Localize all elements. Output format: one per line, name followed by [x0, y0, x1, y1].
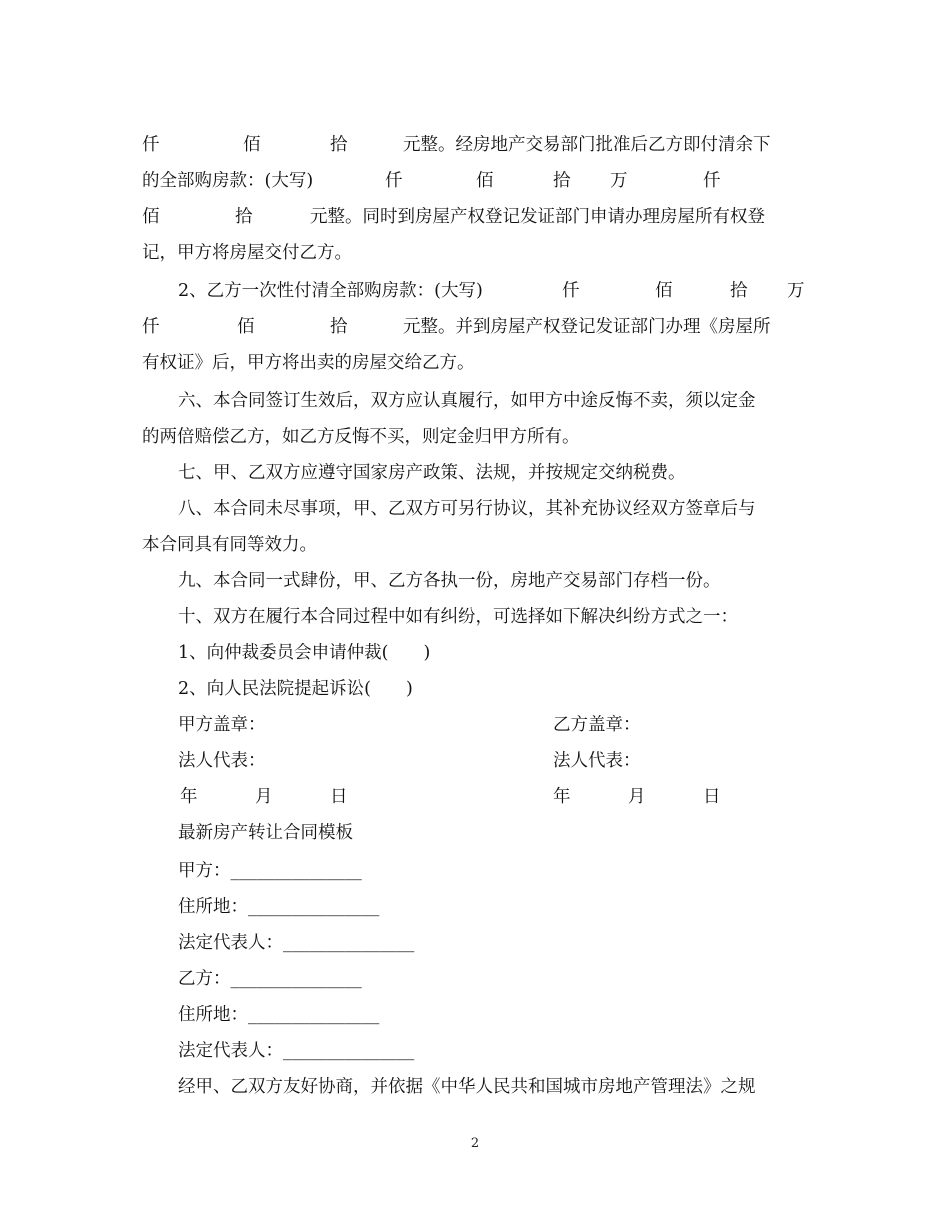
- text-segment: 万: [787, 281, 805, 301]
- party-a-representative-label: 法人代表：: [178, 751, 266, 771]
- text-segment: 元整。同时到房屋产权登记发证部门申请办理房屋所有权登: [310, 207, 765, 227]
- month-label: 月: [628, 787, 646, 807]
- text-line: [142, 242, 352, 264]
- day-label: 日: [330, 787, 348, 807]
- text-segment: 拾: [330, 317, 348, 337]
- text-segment: 仟: [142, 317, 160, 337]
- form-field-line: [178, 860, 362, 882]
- text-segment: 经甲、乙双方友好协商，并依据《中华人民共和国城市房地产管理法》之规: [178, 1077, 756, 1097]
- text-line: [178, 606, 738, 628]
- form-field-line: [178, 968, 362, 990]
- signature-row: [0, 750, 950, 772]
- party-b-legal-rep-field: 法定代表人：_______________: [178, 1041, 415, 1061]
- party-b-representative-label: 法人代表：: [553, 751, 641, 771]
- text-segment: 拾: [235, 207, 253, 227]
- year-label: 年: [553, 787, 571, 807]
- text-segment: 万: [610, 171, 628, 191]
- form-field-line: [178, 1004, 379, 1026]
- text-segment: 仟: [385, 171, 403, 191]
- text-segment: 七、甲、乙双方应遵守国家房产政策、法规，并按规定交纳税费。: [178, 463, 686, 483]
- text-line: [178, 390, 756, 412]
- text-segment: 最新房产转让合同模板: [178, 823, 353, 843]
- text-segment: 仟: [142, 135, 160, 155]
- text-segment: 的全部购房款：(大写): [142, 171, 314, 191]
- day-label: 日: [703, 787, 721, 807]
- party-b-address-field: 住所地：_______________: [178, 1005, 380, 1025]
- text-line: [142, 352, 475, 374]
- text-segment: 仟: [703, 171, 721, 191]
- text-line: [178, 642, 430, 664]
- text-line: [0, 134, 950, 156]
- text-segment: 拾: [330, 135, 348, 155]
- month-label: 月: [255, 787, 273, 807]
- text-segment: 元整。并到房屋产权登记发证部门办理《房屋所: [403, 317, 771, 337]
- text-line: [178, 678, 413, 700]
- form-field-line: [178, 1040, 414, 1062]
- text-segment: 佰: [142, 207, 160, 227]
- text-line: [142, 426, 580, 448]
- text-segment: 六、本合同签订生效后，双方应认真履行，如甲方中途反悔不卖，须以定金: [178, 391, 756, 411]
- signature-row: [0, 714, 950, 736]
- form-field-line: [178, 896, 379, 918]
- text-segment: 佰: [655, 281, 673, 301]
- party-a-address-field: 住所地：_______________: [178, 897, 380, 917]
- text-segment: 佰: [237, 317, 255, 337]
- party-a-legal-rep-field: 法定代表人：_______________: [178, 933, 415, 953]
- text-line: [0, 316, 950, 338]
- form-field-line: [178, 932, 414, 954]
- text-segment: 十、双方在履行本合同过程中如有纠纷，可选择如下解决纠纷方式之一：: [178, 607, 738, 627]
- text-segment: 元整。经房地产交易部门批准后乙方即付清余下: [403, 135, 771, 155]
- text-line: [178, 1076, 756, 1098]
- text-segment: 的两倍赔偿乙方，如乙方反悔不买，则定金归甲方所有。: [142, 427, 580, 447]
- text-segment: 佰: [476, 171, 494, 191]
- text-segment: 1、向仲裁委员会申请仲裁( ): [178, 643, 431, 663]
- party-a-seal-label: 甲方盖章：: [178, 715, 266, 735]
- text-segment: 八、本合同未尽事项，甲、乙双方可另行协议，其补充协议经双方签章后与: [178, 499, 756, 519]
- text-segment: 佰: [243, 135, 261, 155]
- text-segment: 仟: [562, 281, 580, 301]
- text-line: [178, 570, 721, 592]
- party-b-field: 乙方：_______________: [178, 969, 362, 989]
- text-segment: 九、本合同一式肆份，甲、乙方各执一份，房地产交易部门存档一份。: [178, 571, 721, 591]
- text-line: [178, 498, 756, 520]
- text-line: [178, 462, 686, 484]
- text-line: [0, 206, 950, 228]
- text-segment: 本合同具有同等效力。: [142, 535, 317, 555]
- text-segment: 记，甲方将房屋交付乙方。: [142, 243, 352, 263]
- text-segment: 拾: [730, 281, 748, 301]
- text-segment: 有权证》后，甲方将出卖的房屋交给乙方。: [142, 353, 475, 373]
- year-label: 年: [180, 787, 198, 807]
- text-segment: 2、向人民法院提起诉讼( ): [178, 679, 413, 699]
- text-line: [0, 280, 950, 302]
- text-line: [142, 534, 317, 556]
- text-segment: 2、乙方一次性付清全部购房款：(大写): [178, 281, 483, 301]
- text-line: [0, 170, 950, 192]
- text-segment: 拾: [553, 171, 571, 191]
- date-row: [0, 786, 950, 808]
- section-title: [178, 822, 353, 844]
- party-b-seal-label: 乙方盖章：: [553, 715, 641, 735]
- party-a-field: 甲方：_______________: [178, 861, 362, 881]
- page-number: 2: [470, 1136, 480, 1151]
